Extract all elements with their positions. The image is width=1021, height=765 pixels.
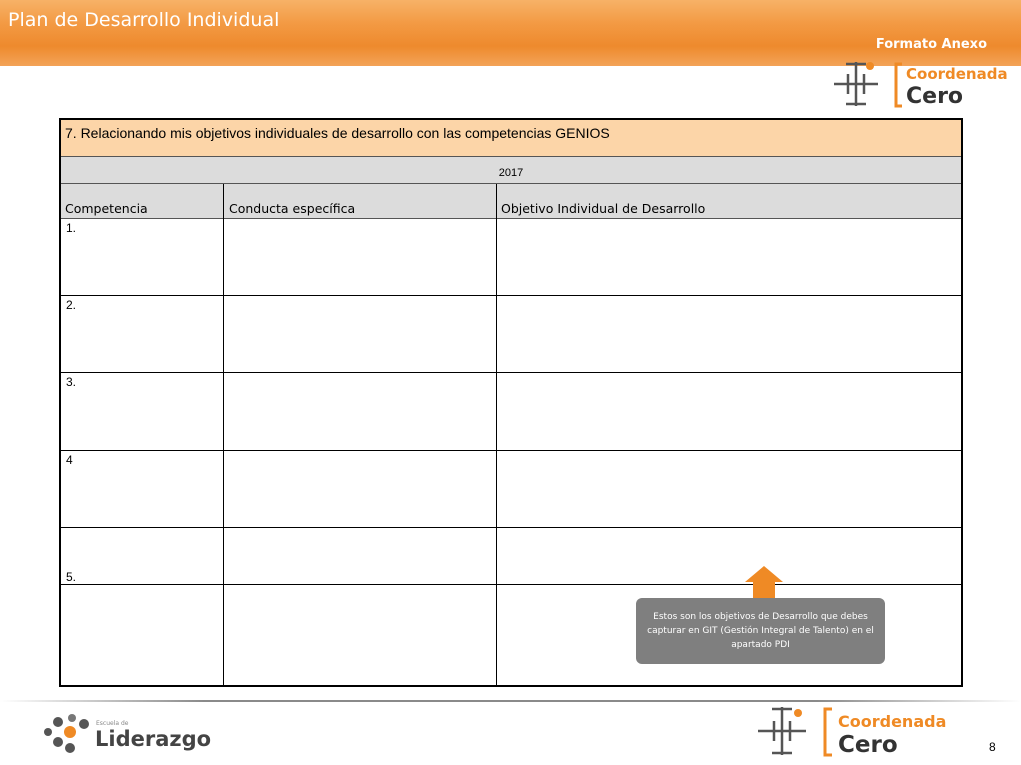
- liderazgo-logo: [40, 712, 220, 756]
- row-label-3: 3.: [66, 375, 77, 389]
- logo-word-top: Coordenada: [906, 65, 1008, 83]
- page-number: 8: [989, 740, 996, 754]
- coordenada-cero-logo-footer: [752, 703, 952, 759]
- logo-word-top: Coordenada: [838, 712, 947, 731]
- liderazgo-wordmark: Liderazgo: [95, 727, 212, 751]
- column-divider: [496, 184, 497, 687]
- coordenada-cero-logo: [826, 58, 1016, 110]
- year-label: 2017: [498, 167, 524, 179]
- column-header-objetivo: Objetivo Individual de Desarrollo: [501, 201, 706, 216]
- note-text: Estos son los objetivos de Desarrollo que debes capturar en GIT (Gestión Integral de Talento) en el apartado PDI: [647, 612, 874, 650]
- row-label-1: 1.: [66, 221, 77, 235]
- year-row: [61, 157, 961, 184]
- liderazgo-tagline: Escuela de: [96, 720, 129, 727]
- row-label-2: 2.: [66, 298, 77, 312]
- row-label-4: 4: [66, 453, 73, 467]
- column-header-conducta: Conducta específica: [229, 201, 356, 216]
- arrow-stem: [753, 582, 775, 599]
- row-divider: [61, 450, 961, 451]
- page-title: Plan de Desarrollo Individual: [8, 9, 280, 31]
- row-divider: [61, 372, 961, 373]
- bracket-icon: [825, 709, 832, 755]
- bracket-icon: [896, 64, 902, 106]
- note-callout: [636, 598, 885, 664]
- row-divider: [61, 295, 961, 296]
- row-divider: [61, 527, 961, 528]
- dots-icon: [44, 714, 89, 753]
- header-band: [0, 0, 1021, 66]
- row-divider: [61, 584, 961, 585]
- row-label-5: 5.: [66, 570, 77, 584]
- logo-word-bottom: Cero: [906, 84, 964, 109]
- arrow-up-icon: [745, 566, 783, 582]
- column-divider: [223, 184, 224, 687]
- footer-divider: [0, 700, 1021, 702]
- column-header-row: [61, 184, 961, 219]
- table-title: 7. Relacionando mis objetivos individuales de desarrollo con las competencias GENIOS: [65, 125, 610, 141]
- column-header-competencia: Competencia: [65, 201, 148, 216]
- table-title-row: [61, 120, 961, 157]
- logo-word-bottom: Cero: [838, 732, 898, 758]
- page-subtitle: Formato Anexo: [875, 37, 987, 52]
